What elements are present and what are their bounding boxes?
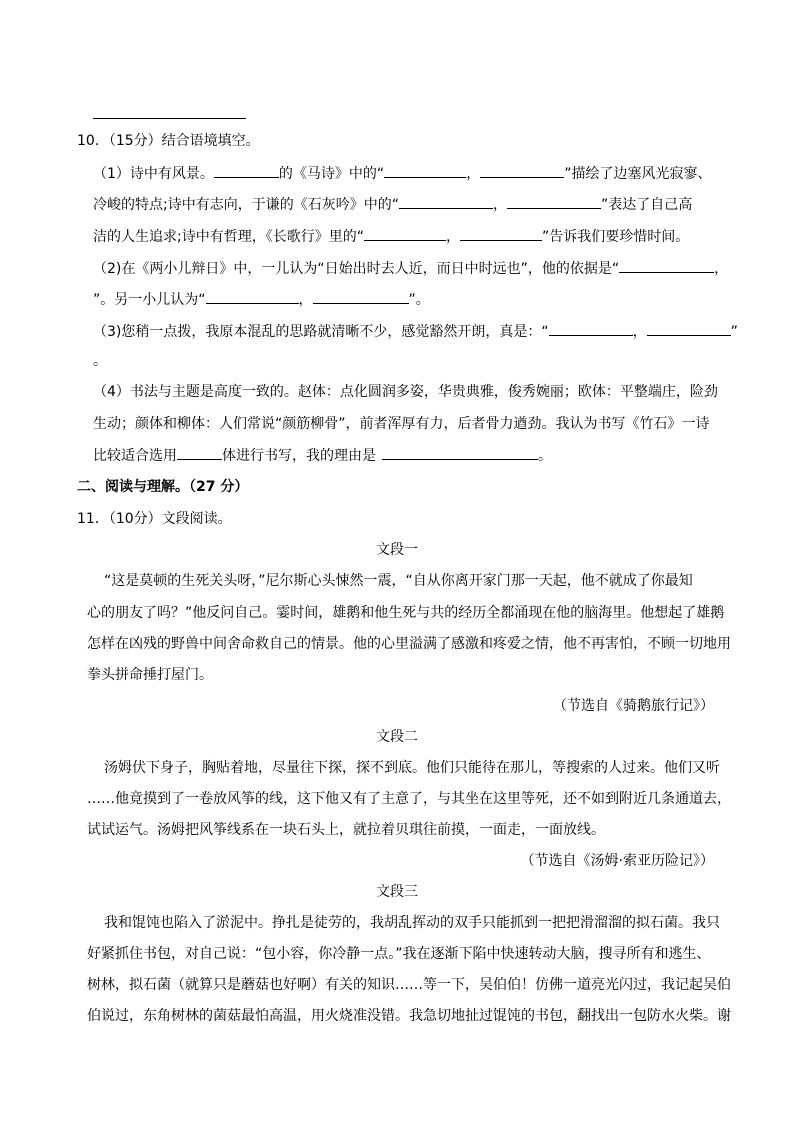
q10-part4-line3 [93, 445, 552, 466]
text: ， [632, 324, 647, 340]
blank[interactable] [647, 321, 731, 336]
passage1-line4: 拳头拼命捶打屋门。 [87, 667, 213, 683]
passage3-title: 文段三 [376, 884, 418, 900]
blank[interactable] [399, 194, 493, 209]
text: ， [714, 261, 729, 277]
text: ”描绘了边塞风光寂寥、 [564, 166, 712, 182]
text: ， [466, 166, 481, 182]
passage1-line2: 心的朋友了吗？”他反问自己。霎时间，雄鹅和他生死与共的经历全都涌现在他的脑海里。他想起了雄鹅 [87, 605, 725, 621]
text: 。 [538, 448, 552, 464]
text: ” [730, 324, 738, 340]
text: 比较适合选用 [93, 448, 177, 464]
passage2-line3: 试试运气。汤姆把风筝线系在一块石头上，就拉着贝琪往前摸，一面走，一面放线。 [87, 822, 605, 838]
passage3-line1: 我和馄饨也陷入了淤泥中。挣扎是徒劳的，我胡乱挥动的双手只能抓到一把把滑溜溜的拟石菌。我只 [104, 915, 720, 931]
q10-part2-line2 [93, 289, 430, 310]
q10-part1-line3 [93, 226, 689, 247]
text: 体进行书写，我的理由是 [222, 448, 376, 464]
q10-part1-line2 [93, 194, 692, 215]
text: ， [445, 229, 460, 245]
blank[interactable] [214, 163, 279, 178]
passage1-source: （节选自《骑鹅旅行记》） [553, 698, 714, 714]
blank[interactable] [480, 163, 564, 178]
blank[interactable] [384, 163, 466, 178]
blank[interactable] [549, 321, 633, 336]
passage1-line3: 怎样在凶残的野兽中间舍命救自己的情景。他的心里溢满了感激和疼爱之情，他不再害怕，不顾一切地用 [87, 636, 731, 652]
passage2-line1: 汤姆伏下身子，胸贴着地，尽量往下探，探不到底。他们只能待在那儿，等搜索的人过来。他们又听 [104, 760, 720, 776]
q10-heading: 10．（15分）结合语境填空。 [77, 133, 260, 149]
blank[interactable] [206, 289, 299, 304]
passage2-line2: ……他竟摸到了一卷放风筝的线，这下他又有了主意了，与其坐在这里等死，还不如到附近几条通道去， [87, 791, 731, 807]
q10-part4-line1: （4）书法与主题是高度一致的。赵体：点化圆润多姿，华贵典雅，俊秀婉丽；欧体：平整端庄，险劲 [93, 384, 718, 400]
passage1-line1: “这是莫顿的生死关头呀，”尼尔斯心头悚然一震，“自从你离开家门那一天起，他不就成了你最知 [104, 573, 693, 589]
text: （1）诗中有风景。 [93, 166, 214, 182]
blank[interactable] [507, 194, 601, 209]
passage2-title: 文段二 [376, 729, 418, 745]
passage2-source: （节选自《汤姆·索亚历险记》） [520, 853, 714, 869]
text: ”。另一小儿认为“ [93, 292, 206, 308]
passage3-line4: 伯说过，东角树林的菌菇最怕高温，用火烧准没错。我急切地扯过馄饨的书包，翻找出一包防水火柴。谢 [87, 1008, 731, 1024]
text: 的《马诗》中的“ [278, 166, 385, 182]
blank[interactable] [619, 258, 714, 273]
text: （2)在《两小儿辩日》中，一儿认为“日始出时去人近，而日中时远也”，他的依据是“ [93, 261, 620, 277]
blank[interactable] [382, 445, 538, 460]
q10-part1-line1 [93, 163, 711, 184]
section-2-title: 二、阅读与理解。（27 分） [77, 479, 249, 495]
answer-line-top [93, 104, 246, 125]
text: （3)您稍一点拨，我原本混乱的思路就清晰不少，感觉豁然开朗，真是：“ [93, 324, 549, 340]
blank[interactable] [460, 226, 542, 241]
q10-part3-line2: 。 [93, 353, 107, 369]
passage1-title: 文段一 [376, 542, 418, 558]
passage3-line3: 树林，拟石菌（就算只是蘑菇也好啊）有关的知识……等一下，吴伯伯！仿佛一道亮光闪过，我记起吴伯 [87, 977, 731, 993]
text: ”表达了自己高 [600, 197, 693, 213]
q11-heading: 11．（10分）文段阅读。 [77, 511, 232, 527]
text: ， [492, 197, 507, 213]
q10-part4-line2: 生动；颜体和柳体：人们常说“颜筋柳骨”，前者浑厚有力，后者骨力遒劲。我认为书写《竹石》一诗 [93, 416, 710, 432]
blank[interactable] [177, 445, 222, 460]
text: ， [298, 292, 313, 308]
blank[interactable] [364, 226, 446, 241]
text: ”告诉我们要珍惜时间。 [541, 229, 690, 245]
passage3-line2: 好紧抓住书包，对自己说：“包小容，你冷静一点。”我在逐渐下陷中快速转动大脑，搜寻所有和逃生、 [87, 946, 711, 962]
text: 洁的人生追求;诗中有哲理，《长歌行》里的“ [93, 229, 364, 245]
text: 冷峻的特点;诗中有志向，于谦的《石灰吟》中的“ [93, 197, 399, 213]
blank[interactable] [313, 289, 409, 304]
q10-part3-line1 [93, 321, 738, 342]
q10-part2-line1 [93, 258, 728, 279]
text: ”。 [408, 292, 430, 308]
